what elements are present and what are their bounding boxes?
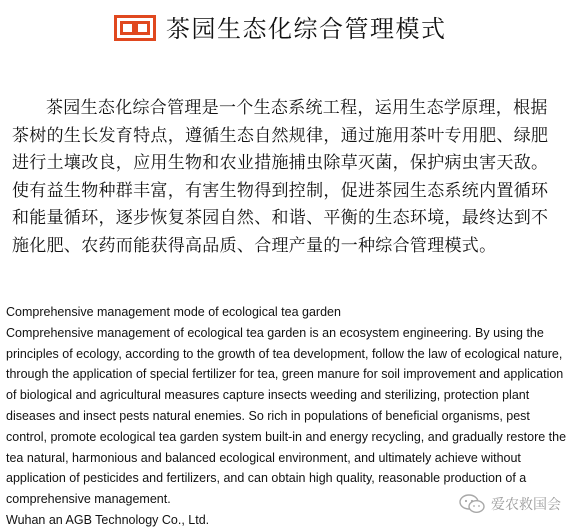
company-name: Wuhan an AGB Technology Co., Ltd. bbox=[6, 512, 210, 527]
english-title: Comprehensive management mode of ecological tea garden bbox=[6, 305, 341, 319]
watermark-text: 爱农救国会 bbox=[491, 497, 561, 513]
company-logo-icon bbox=[114, 15, 156, 41]
wechat-icon bbox=[459, 494, 485, 514]
page-title: 茶园生态化综合管理模式 bbox=[166, 15, 447, 43]
chinese-paragraph: 茶园生态化综合管理是一个生态系统工程，运用生态学原理，根据茶树的生长发育特点，遵循生态自然规律，通过施用茶叶专用肥、绿肥进行土壤改良，应用生物和农业措施捕虫除草灭菌，保护病虫害天敌。使有益生物种群丰富，有害生物得到控制，促进茶园生态系统内置循环和能量循环，逐步恢复茶园自然、和谐、平衡的生态环境，最终达到不施化肥、农药而能获得高品质、合理产量的一种综合管理模式。 bbox=[12, 98, 549, 256]
watermark bbox=[459, 493, 561, 515]
english-body: Comprehensive management of ecological tea garden is an ecosystem engineering. By using the principles of ecology, according to the growth of tea development, follow the law of ecological nature, through the application of special fertilizer for tea, green manure for soil improvement and application of biological and agricultural measures capture insects weeding and sterilizing, protection plant diseases and insect pests natural enemies. So rich in populations of beneficial organisms, pest control, promote ecological tea garden system built-in and energy recycling, and gradually restore the tea natural, harmonious and balanced ecological environment, and ultimately achieve without application of pesticides and fertilizers, and can obtain high quality, reasonable production of a comprehensive management. bbox=[6, 325, 567, 507]
header bbox=[0, 12, 575, 46]
